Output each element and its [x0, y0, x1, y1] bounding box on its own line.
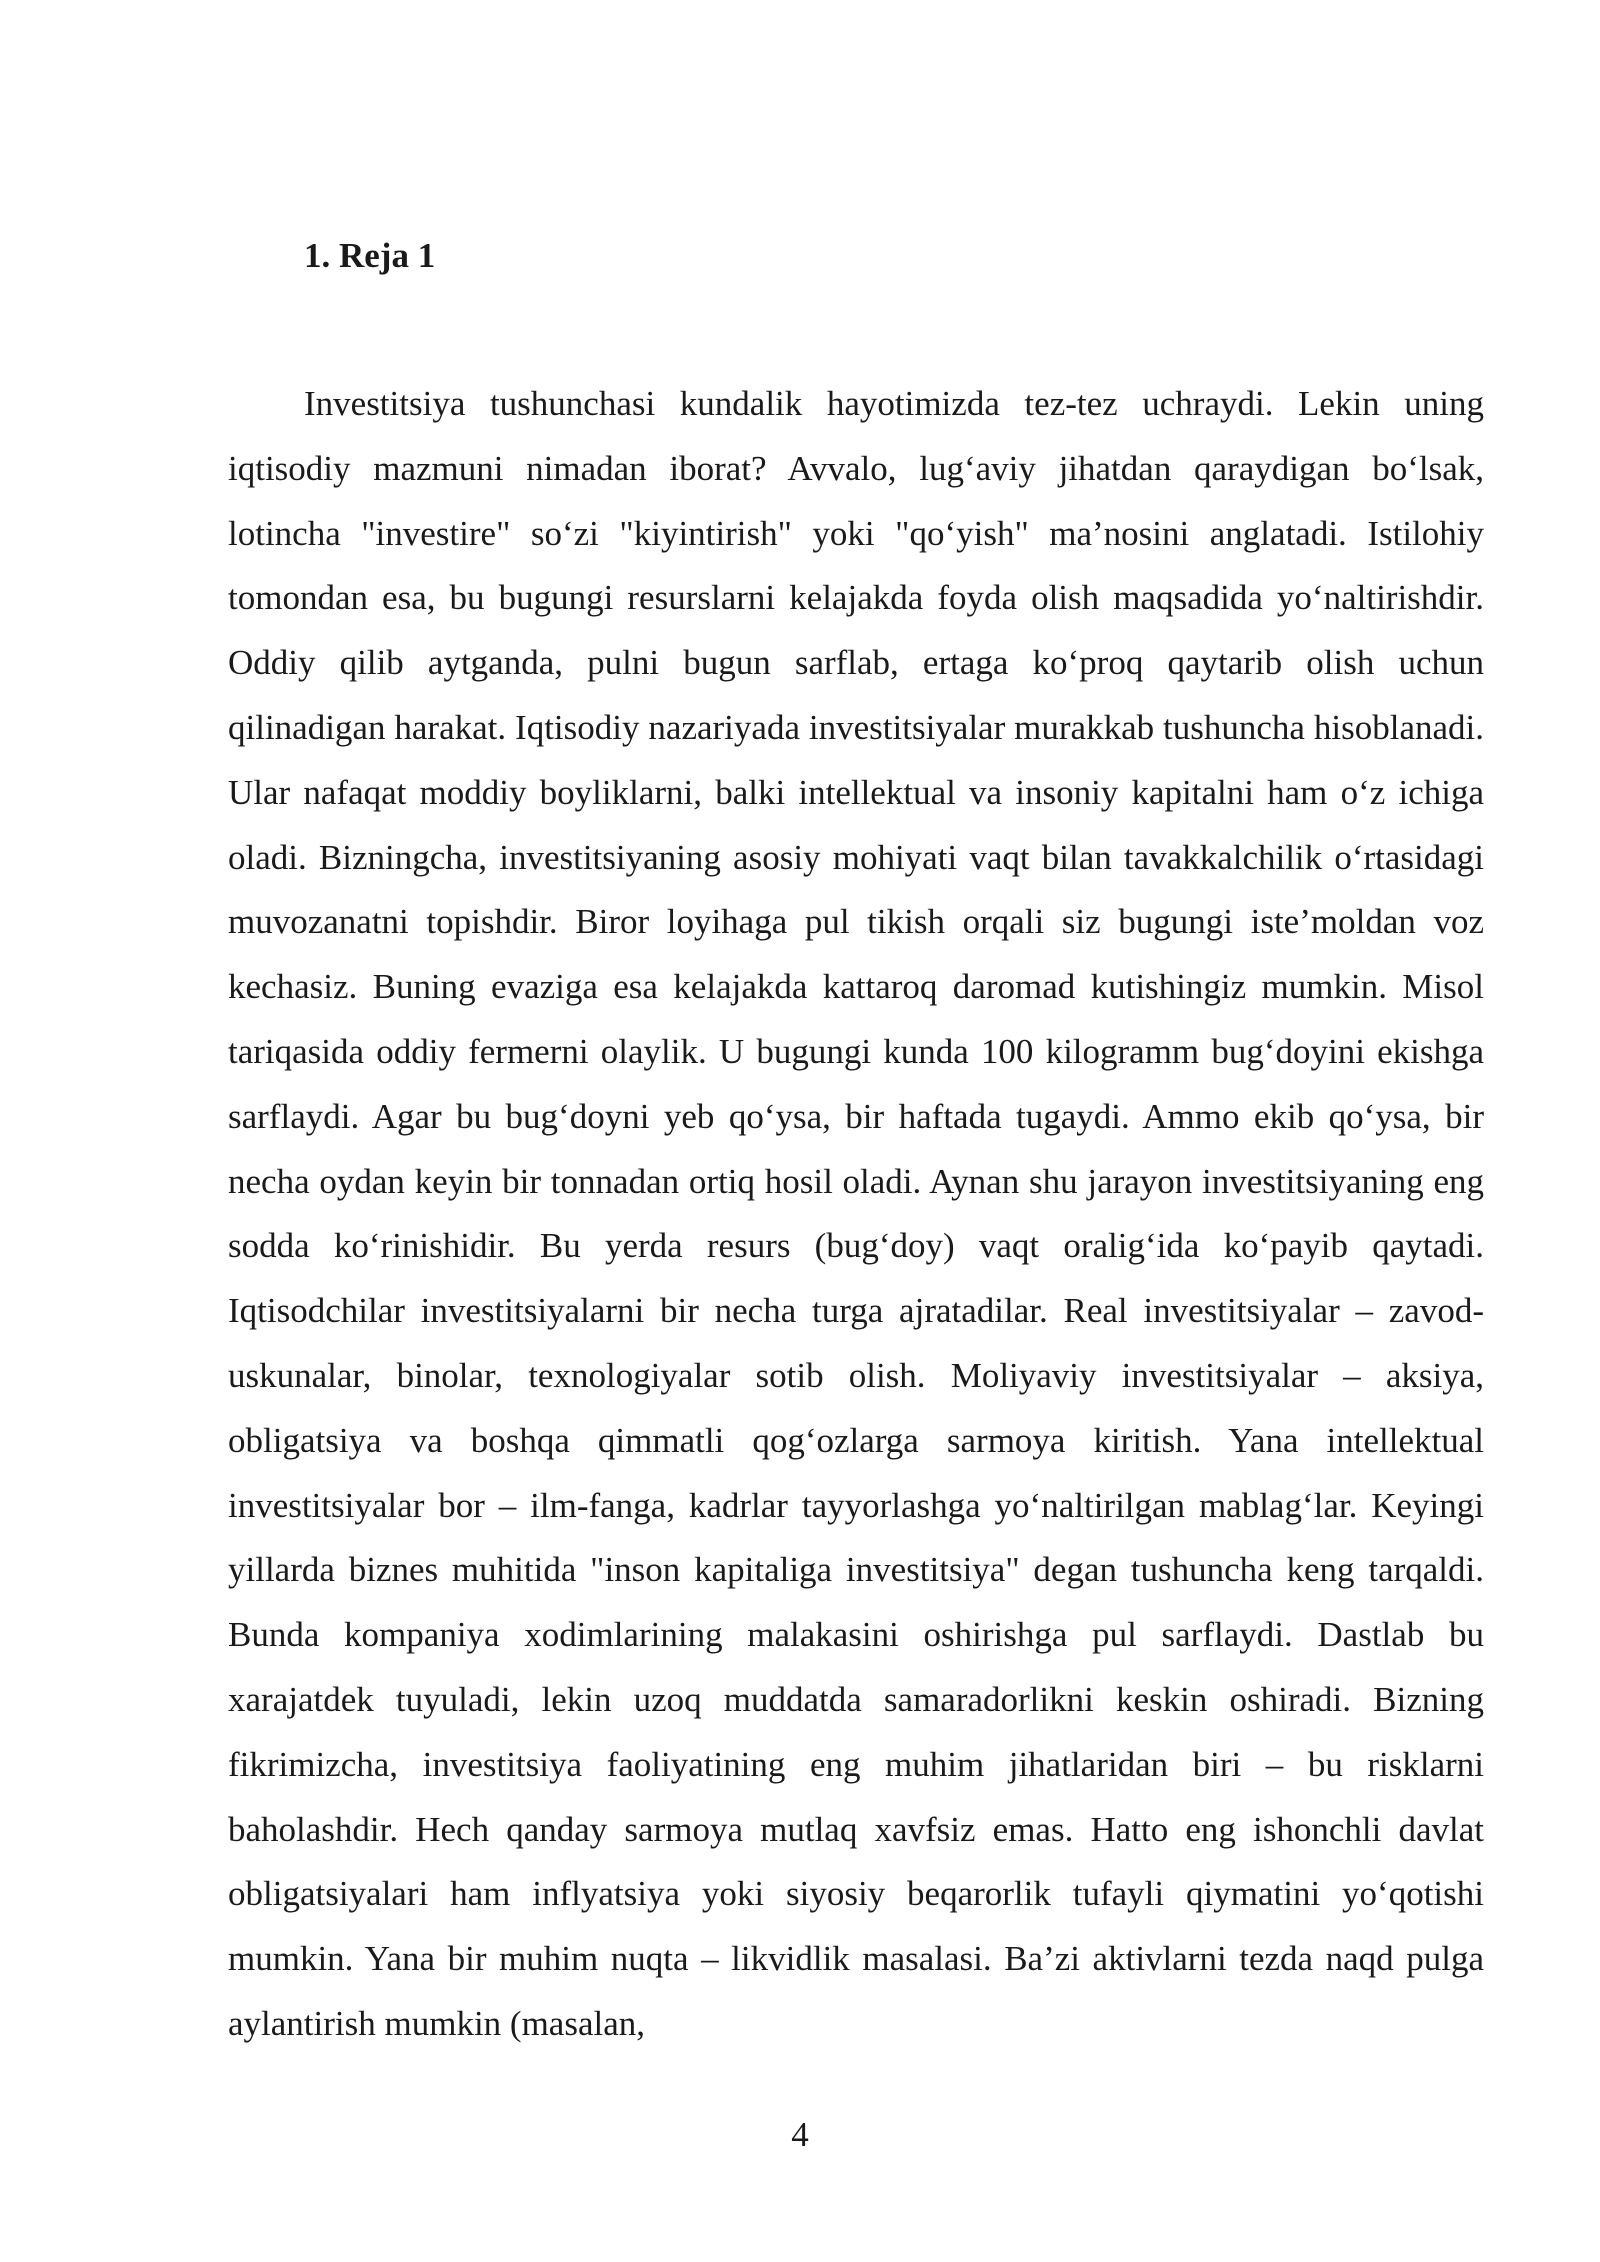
- body-paragraph: Investitsiya tushunchasi kundalik hayotimizda tez-tez uchraydi. Lekin uning iqtisodiy mazmuni nimadan iborat? Avvalo, lug‘aviy jihatdan qaraydigan bo‘lsak, lotincha "investire" so‘zi "kiyintirish" yoki "qo‘yish" ma’nosini anglatadi. Istilohiy tomondan esa, bu bugungi resurslarni kelajakda foyda olish maqsadida yo‘naltirishdir. Oddiy qilib aytganda, pulni bugun sarflab, ertaga ko‘proq qaytarib olish uchun qilinadigan harakat. Iqtisodiy nazariyada investitsiyalar murakkab tushuncha hisoblanadi. Ular nafaqat moddiy boyliklarni, balki intellektual va insoniy kapitalni ham o‘z ichiga oladi. Bizningcha, investitsiyaning asosiy mohiyati vaqt bilan tavakkalchilik o‘rtasidagi muvozanatni topishdir. Biror loyihaga pul tikish orqali siz bugungi iste’moldan voz kechasiz. Buning evaziga esa kelajakda kattaroq daromad kutishingiz mumkin. Misol tariqasida oddiy fermerni olaylik. U bugungi kunda 100 kilogramm bug‘doyini ekishga sarflaydi. Agar bu bug‘doyni yeb qo‘ysa, bir haftada tugaydi. Ammo ekib qo‘ysa, bir necha oydan keyin bir tonnadan ortiq hosil oladi. Aynan shu jarayon investitsiyaning eng sodda ko‘rinishidir. Bu yerda resurs (bug‘doy) vaqt oralig‘ida ko‘payib qaytadi. Iqtisodchilar investitsiyalarni bir necha turga ajratadilar. Real investitsiyalar – zavod-uskunalar, binolar, texnologiyalar sotib olish. Moliyaviy investitsiyalar – aksiya, obligatsiya va boshqa qimmatli qog‘ozlarga sarmoya kiritish. Yana intellektual investitsiyalar bor – ilm-fanga, kadrlar tayyorlashga yo‘naltirilgan mablag‘lar. Keyingi yillarda biznes muhitida "inson kapitaliga investitsiya" degan tushuncha keng tarqaldi. Bunda kompaniya xodimlarining malakasini oshirishga pul sarflaydi. Dastlab bu xarajatdek tuyuladi, lekin uzoq muddatda samaradorlikni keskin oshiradi. Bizning fikrimizcha, investitsiya faoliyatining eng muhim jihatlaridan biri – bu risklarni baholashdir. Hech qanday sarmoya mutlaq xavfsiz emas. Hatto eng ishonchli davlat obligatsiyalari ham inflyatsiya yoki siyosiy beqarorlik tufayli qiymatini yo‘qotishi mumkin. Yana bir muhim nuqta – likvidlik masalasi. Ba’zi aktivlarni tezda naqd pulga aylantirish mumkin (masalan,: [228, 384, 1484, 2043]
- page-number: 4: [791, 2115, 809, 2154]
- section-heading: 1. Reja 1: [304, 236, 436, 275]
